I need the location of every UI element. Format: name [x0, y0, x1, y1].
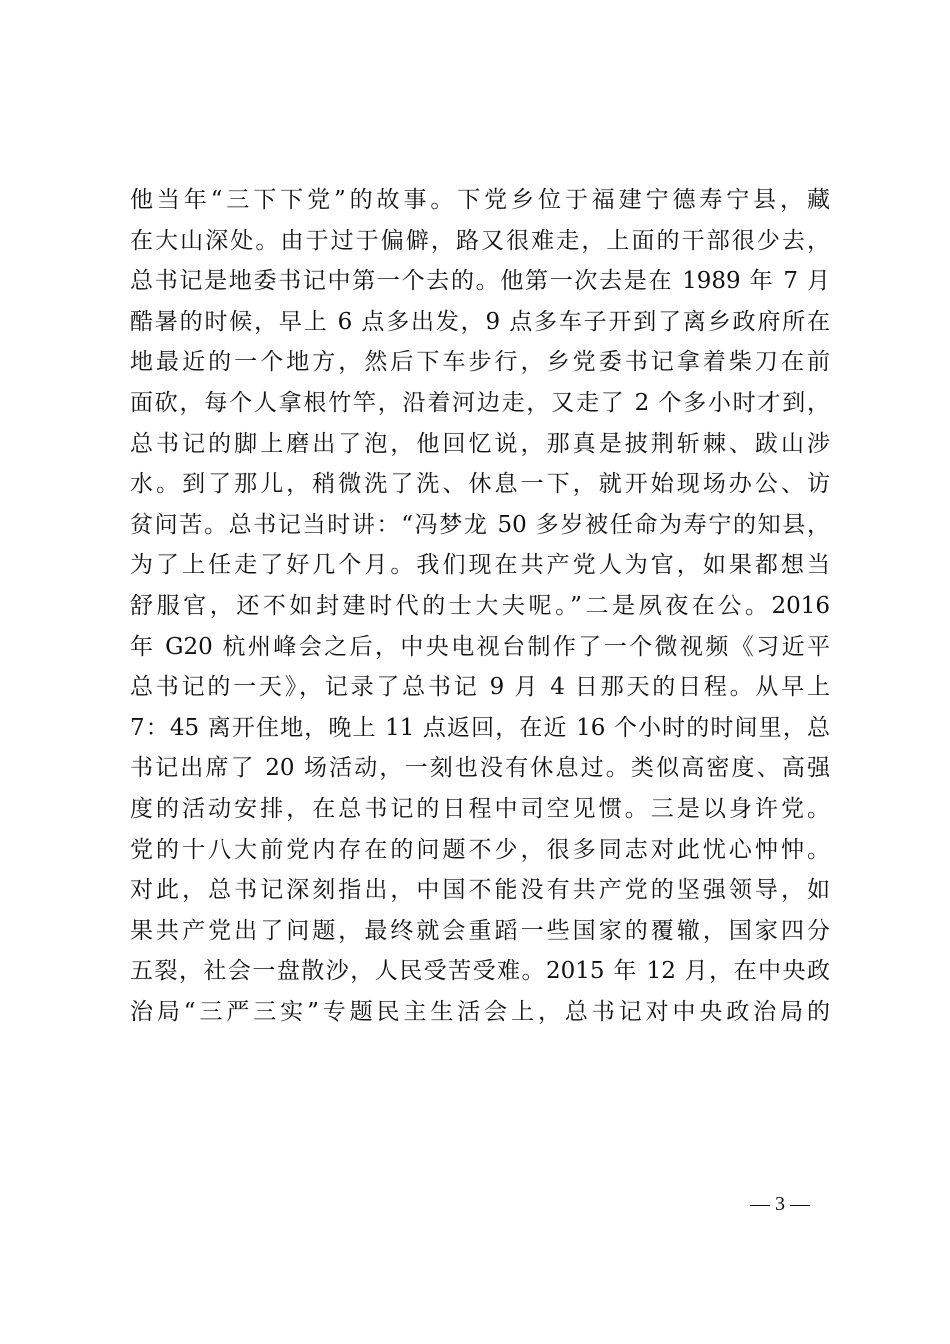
text-line: 为了上任走了好几个月。我们现在共产党人为官，如果都想当: [130, 552, 830, 579]
text-line: 面砍，每个人拿根竹竿，沿着河边走，又走了 2 个多小时才到，: [130, 389, 830, 416]
text-line: 总书记的脚上磨出了泡，他回忆说，那真是披荆斩棘、跋山涉: [130, 430, 830, 457]
text-line: 总书记的一天》，记录了总书记 9 月 4 日那天的日程。从早上: [130, 674, 830, 701]
text-line: 地最近的一个地方，然后下车步行，乡党委书记拿着柴刀在前: [130, 349, 830, 376]
text-line: 对此，总书记深刻指出，中国不能没有共产党的坚强领导，如: [130, 877, 830, 904]
text-line: 他当年“三下下党”的故事。下党乡位于福建宁德寿宁县，藏: [130, 187, 830, 213]
text-line: 舒服官，还不如封建时代的士大夫呢。”二是夙夜在公。2016: [130, 592, 830, 619]
text-line: 五裂，社会一盘散沙，人民受苦受难。2015 年 12 月，在中央政: [130, 958, 830, 985]
text-line: 水。到了那儿，稍微洗了洗、休息一下，就开始现场办公、访: [130, 471, 830, 498]
text-line: 总书记是地委书记中第一个去的。他第一次去是在 1989 年 7 月: [130, 268, 830, 295]
page-number: — 3 —: [750, 1193, 810, 1215]
text-line: 党的十八大前党内存在的问题不少，很多同志对此忧心忡忡。: [130, 836, 830, 863]
text-line: 在大山深处。由于过于偏僻，路又很难走，上面的干部很少去，: [130, 227, 830, 254]
text-line: 书记出席了 20 场活动，一刻也没有休息过。类似高密度、高强: [130, 755, 830, 782]
text-line: 贫问苦。总书记当时讲：“冯梦龙 50 多岁被任命为寿宁的知县，: [130, 511, 830, 538]
text-line: 度的活动安排，在总书记的日程中司空见惯。三是以身许党。: [130, 795, 830, 822]
body-text: [130, 180, 830, 1032]
text-line: 年 G20 杭州峰会之后，中央电视台制作了一个微视频《习近平: [130, 633, 830, 660]
text-line: 果共产党出了问题，最终就会重蹈一些国家的覆辙，国家四分: [130, 917, 830, 944]
text-line: 7：45 离开住地，晚上 11 点返回，在近 16 个小时的时间里，总: [130, 714, 830, 741]
text-line: 治局“三严三实”专题民主生活会上，总书记对中央政治局的: [130, 998, 830, 1025]
text-line: 酷暑的时候，早上 6 点多出发，9 点多车子开到了离乡政府所在: [130, 308, 830, 335]
